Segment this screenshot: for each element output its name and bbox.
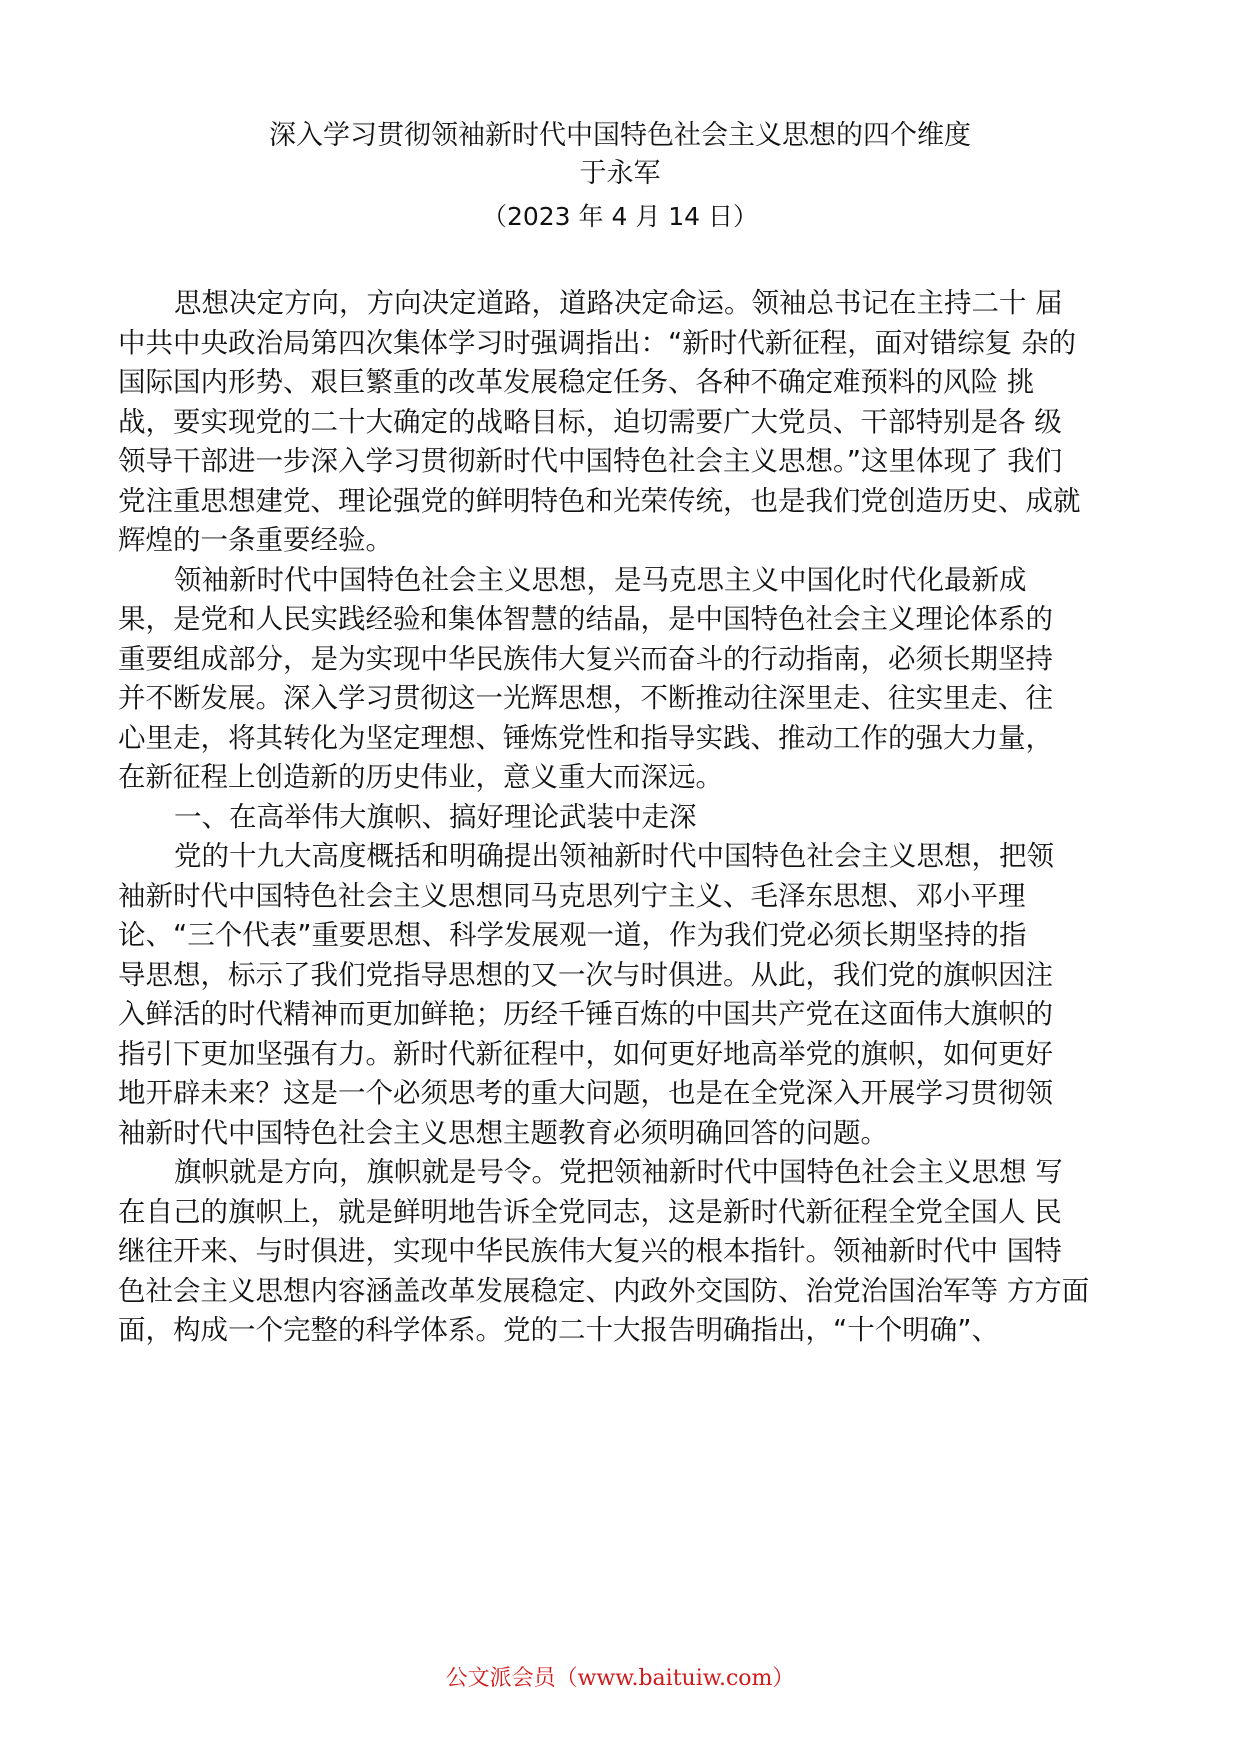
footer-watermark[interactable]: 公文派会员（www.baituiw.com） [445, 1666, 795, 1691]
document-title: 深入学习贯彻领袖新时代中国特色社会主义思想的四个维度 [269, 120, 971, 151]
body-line: 袖新时代中国特色社会主义思想主题教育必须明确回答的问题。 [118, 1116, 888, 1149]
document-body [118, 284, 1130, 1351]
body-line: 导思想，标示了我们党指导思想的又一次与时俱进。从此，我们党的旗帜因注 [118, 958, 1053, 991]
body-line: 旗帜就是方向，旗帜就是号令。党把领袖新时代中国特色社会主义思想 写 [174, 1156, 1063, 1188]
body-line: 果，是党和人民实践经验和集体智慧的结晶，是中国特色社会主义理论体系的 [118, 603, 1053, 635]
body-line: 战，要实现党的二十大确定的战略目标，迫切需要广大党员、干部特别是各 级 [118, 405, 1062, 438]
body-line: 一、在高举伟大旗帜、搞好理论武装中走深 [174, 800, 697, 833]
body-line: 在新征程上创造新的历史伟业，意义重大而深远。 [118, 761, 723, 793]
document-author: 于永军 [579, 158, 661, 189]
body-line: 心里走，将其转化为坚定理想、锤炼党性和指导实践、推动工作的强大力量， [118, 721, 1053, 754]
body-line: 色社会主义思想内容涵盖改革发展稳定、内政外交国防、治党治国治军等 方方面 [118, 1274, 1090, 1307]
body-line: 党的十九大高度概括和明确提出领袖新时代中国特色社会主义思想，把领 [174, 840, 1054, 872]
body-line: 思想决定方向，方向决定道路，道路决定命运。领袖总书记在主持二十 届 [174, 287, 1063, 319]
body-line: 国际国内形势、艰巨繁重的改革发展稳定任务、各种不确定难预料的风险 挑 [118, 366, 1035, 398]
body-line: 论、“三个代表”重要思想、科学发展观一道，作为我们党必须长期坚持的指 [118, 919, 1027, 951]
document-date: （2023 年 4 月 14 日） [481, 202, 759, 231]
body-line: 在自己的旗帜上，就是鲜明地告诉全党同志，这是新时代新征程全党全国人 民 [118, 1195, 1062, 1228]
body-line: 指引下更加坚强有力。新时代新征程中，如何更好地高举党的旗帜，如何更好 [118, 1037, 1053, 1070]
body-line: 辉煌的一条重要经验。 [118, 524, 393, 556]
body-line: 并不断发展。深入学习贯彻这一光辉思想，不断推动往深里走、往实里走、往 [118, 682, 1053, 714]
body-line: 继往开来、与时俱进，实现中华民族伟大复兴的根本指针。领袖新时代中 国特 [118, 1235, 1062, 1267]
body-line: 中共中央政治局第四次集体学习时强调指出：“新时代新征程，面对错综复 杂的 [118, 326, 1076, 359]
body-line: 重要组成部分，是为实现中华民族伟大复兴而奋斗的行动指南，必须长期坚持 [118, 642, 1053, 675]
body-line: 地开辟未来？这是一个必须思考的重大问题，也是在全党深入开展学习贯彻领 [118, 1077, 1053, 1109]
body-line: 面，构成一个完整的科学体系。党的二十大报告明确指出，“十个明确”、 [118, 1314, 999, 1346]
body-line: 领导干部进一步深入学习贯彻新时代中国特色社会主义思想。”这里体现了 我们 [118, 445, 1063, 477]
body-line: 党注重思想建党、理论强党的鲜明特色和光荣传统，也是我们党创造历史、成就 [118, 484, 1081, 517]
body-line: 袖新时代中国特色社会主义思想同马克思列宁主义、毛泽东思想、邓小平理 [118, 879, 1026, 912]
body-line: 入鲜活的时代精神而更加鲜艳；历经千锤百炼的中国共产党在这面伟大旗帜的 [118, 998, 1053, 1030]
body-line: 领袖新时代中国特色社会主义思想，是马克思主义中国化时代化最新成 [174, 563, 1027, 596]
